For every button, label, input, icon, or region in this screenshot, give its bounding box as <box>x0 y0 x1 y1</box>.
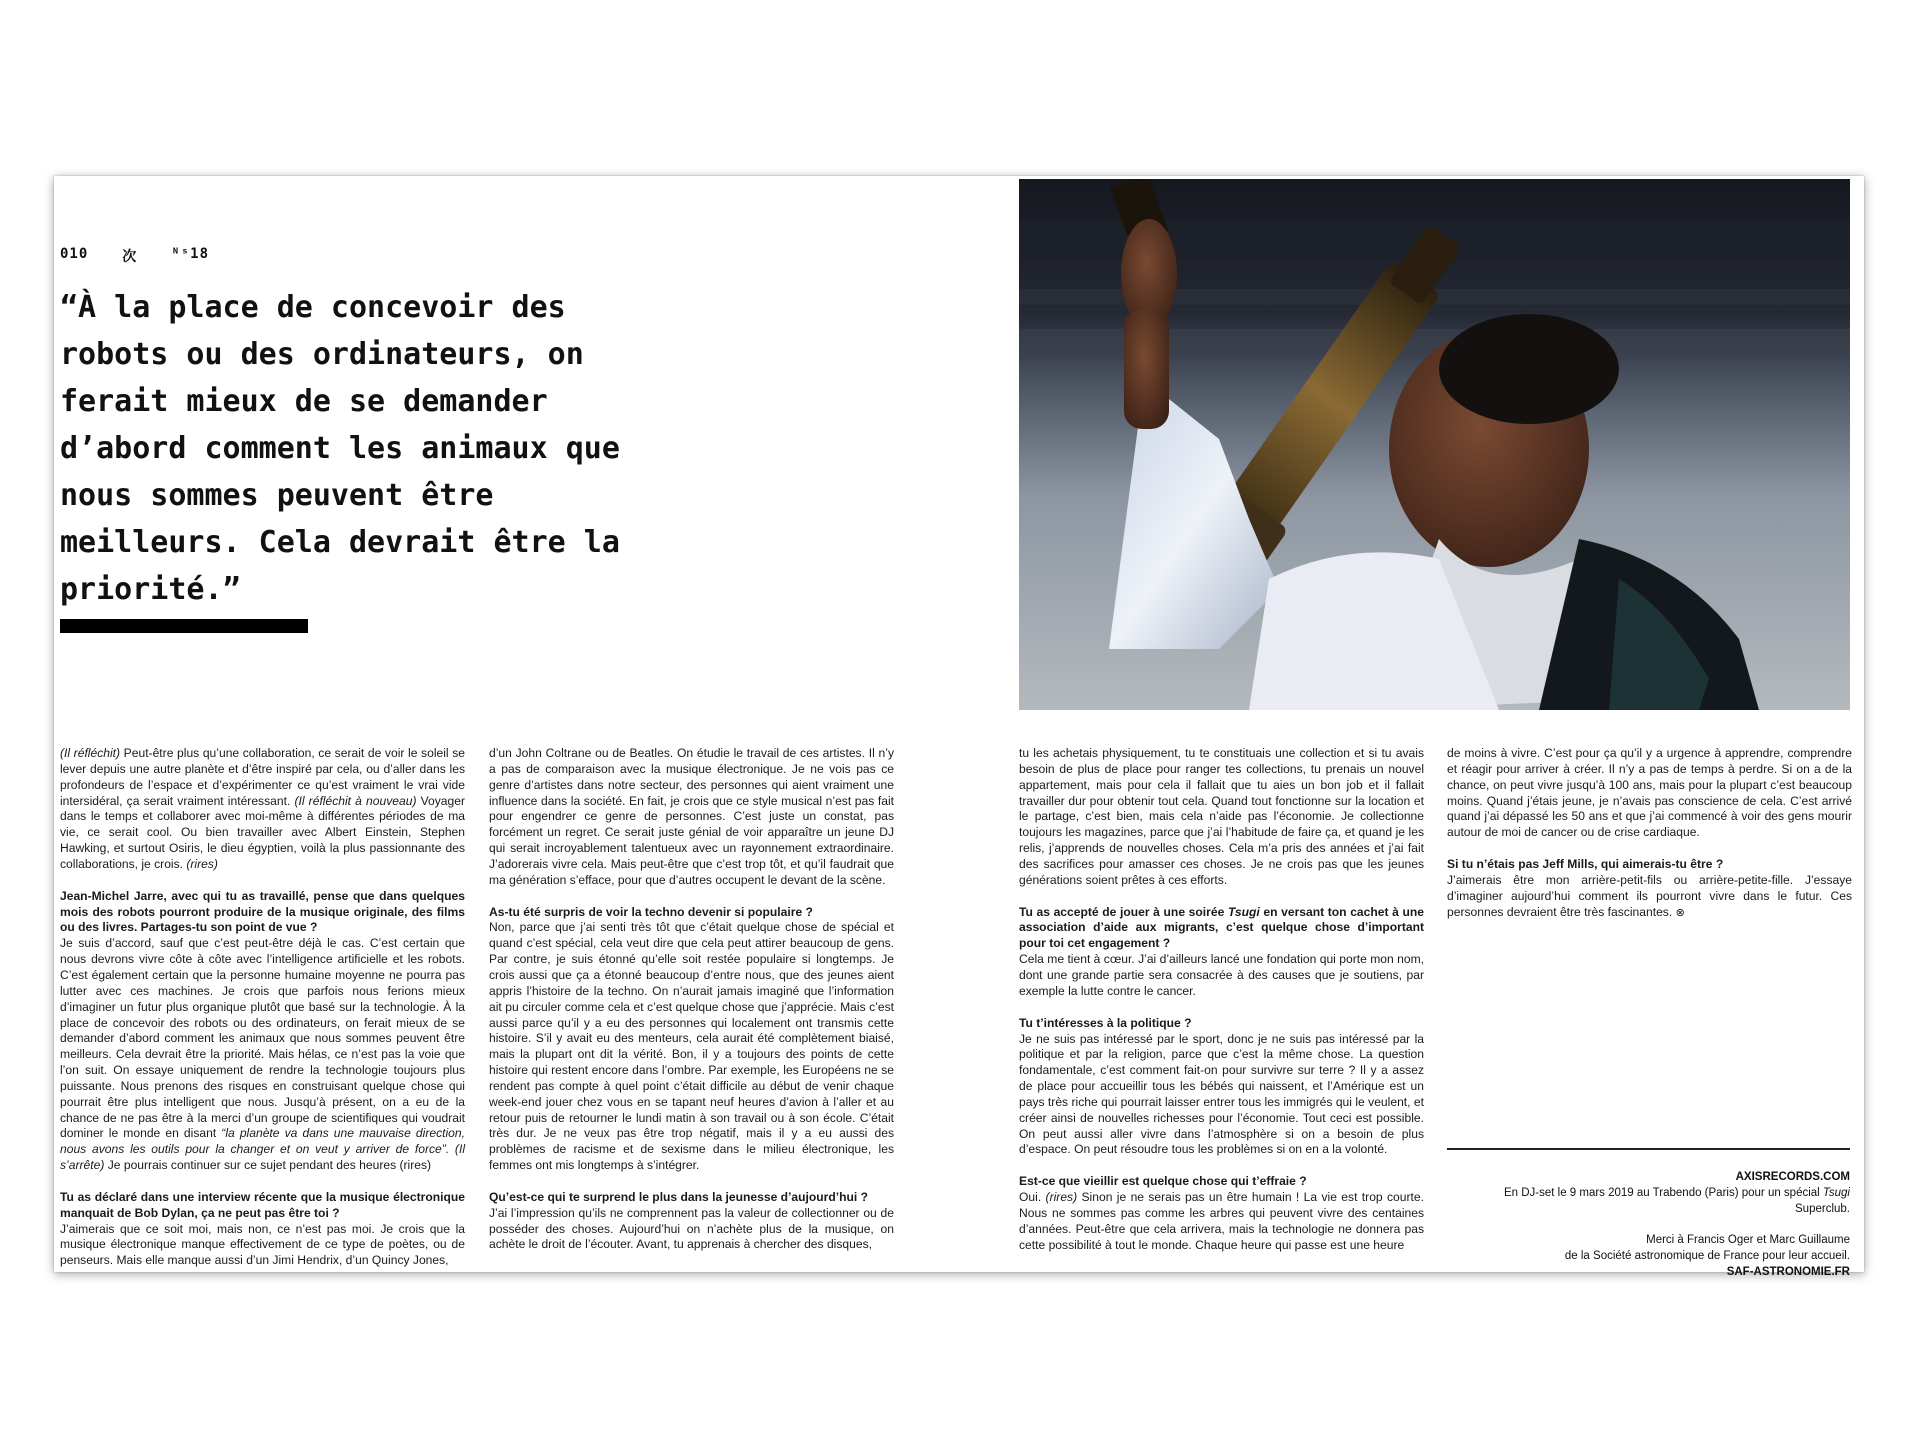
question-text: Tu as accepté de jouer à une soirée <box>1019 904 1228 919</box>
interview-question: Est-ce que vieillir est quelque chose qui t’effraie ? <box>1019 1174 1307 1189</box>
body-text: Oui. <box>1019 1190 1046 1205</box>
article-column-2 <box>489 746 894 1269</box>
interview-question <box>1019 905 1424 953</box>
gig-text: Superclub. <box>1795 1202 1850 1215</box>
interview-question: Qu’est-ce qui te surprend le plus dans la jeunesse d’aujourd’hui ? <box>489 1189 869 1204</box>
portrait-photo <box>1019 179 1850 710</box>
credits-divider <box>1447 1148 1850 1150</box>
aside-text: (Il réfléchit à nouveau) <box>294 793 417 808</box>
magazine-name: Tsugi <box>1227 904 1260 919</box>
article-column-3 <box>1019 746 1424 1269</box>
issue-number: ᴺˢ18 <box>171 246 210 262</box>
paragraph <box>60 746 465 873</box>
article-column-1 <box>60 746 465 1285</box>
body-text: Je suis d’accord, sauf que c’est peut-être déjà le cas. C’est certain que nous devrons vivre côte à côte avec l’intelligence artificielle et les robots. C’est également certain que la personne humaine moyenne ne pourra pas lutter avec ces machines. Je crois que parfois nous ferions mieux d’imaginer un futur plus organique plutôt que basé sur la technologie. À la place de concevoir des robots ou des ordinateurs, on ferait mieux de se demander d’abord comment les animaux que nous sommes peuvent être meilleurs. Cela devrait être la priorité. Mais hélas, ce n’est pas la voie que l’on suit. On essaye uniquement de rendre la technologie toujours plus puissante. Nous prenons des risques en construisant quelque chose qui pourrait être plus intelligent que nous. Jusqu’à présent, on a eu de la chance de ne pas être à la merci d’un groupe de scientifiques qui voudrait dominer le monde en disant <box>60 936 465 1141</box>
body-text: Peut-être plus qu’une collaboration, ce serait de voir le soleil se lever depuis une autre planète et d’être inspiré par cela, ou d’aller dans les profondeurs de l’espace et d’expérimenter ce qu’est vraiment le vrai vide intersidéral, ça serait vraiment intéressant. <box>60 746 465 808</box>
interview-answer: J’ai l’impression qu’ils ne comprennent pas la valeur de collectionner ou de posséder des choses. Aujourd’hui on n’achète plus de la musique, on achète le droit de l’écouter. Avant, tu apprenais à chercher des disques, <box>489 1205 894 1252</box>
aside-text: (rires) <box>1045 1190 1078 1205</box>
interview-question: Tu t’intéresses à la politique ? <box>1019 1015 1192 1030</box>
pull-quote: “À la place de concevoir des robots ou des ordinateurs, on ferait mieux de se demander d’abord comment les animaux que nous sommes peuvent être meilleurs. Cela devrait être la priorité.” <box>60 290 620 607</box>
interview-answer <box>1019 1190 1424 1253</box>
body-text: Sinon je ne serais pas un être humain ! La vie est trop courte. Nous ne sommes pas comme les arbres qui peuvent vivre des centaines d’années. Peut-être que cela arrivera, mais la technologie ne donnera pas cette possibilité à tout le monde. Chaque heure qui passe est une heure <box>1019 1190 1424 1252</box>
question-text: en versant ton cachet à une association d’aide aux migrants, c’est quelque chose d’important pour toi cet engagement ? <box>1019 904 1424 951</box>
astronomer-with-telescope-illustration <box>1019 179 1850 710</box>
website-link[interactable]: AXISRECORDS.COM <box>1735 1171 1850 1183</box>
interview-answer: J’aimerais que ce soit moi, mais non, ce n’est pas moi. Je crois que la musique électronique manque effectivement de ce type de poètes, ou de penseurs. Mais elle manque aussi d’un Jimi Hendrix, d’un Quincy Jones, <box>60 1221 465 1268</box>
interview-question: Tu as déclaré dans une interview récente que la musique électronique manquait de Bob Dylan, ça ne peut pas être toi ? <box>60 1189 465 1220</box>
interview-answer: Je ne suis pas intéressé par le sport, donc je ne suis pas intéressé par la politique et par la religion, parce que c’est la même chose. La question fondamentale, c’est comment fait-on pour survivre sur terre ? Il y a assez de place pour accueillir tous les bébés qui naissent, et l’Amérique est un pays très riche qui pourrait laisser entrer tous les immigrés qui le veulent, et créer ainsi de nouvelles richesses pour l’économie. Tout ceci est possible. On peut aussi aller vivre dans l’atmosphère si on a besoin de plus d’espace. On peut résoudre tous les problèmes si on en a la volonté. <box>1019 1031 1424 1157</box>
paragraph: tu les achetais physiquement, tu te constituais une collection et si tu avais besoin de plus de place pour ranger tes collections, tu prenais un nouvel appartement, mais pour cela il fallait que tu aies un bon job et il fallait travailler dur pour obtenir tout cela. Quand tout fonctionne sur la location et le partage, c’est bien, mais cela n’aide pas l’économie. Je collectionne toujours les magazines, parce que j’ai l’habitude de faire ça, et quand je les relis, j’apprends de nouvelles choses. Cela m’a pris des années et j’ai fait des sacrifices pour amasser ces choses. Je ne crois pas que les jeunes générations soient prêtes à ces efforts. <box>1019 746 1424 887</box>
interview-question: Jean-Michel Jarre, avec qui tu as travaillé, pense que dans quelques mois des robots pourront produire de la musique originale, des films ou des livres. Partages-tu son point de vue ? <box>60 888 465 935</box>
quote-underline-bar <box>60 619 308 633</box>
interview-answer: Cela me tient à cœur. J’ai d’ailleurs lancé une fondation qui porte mon nom, dont une grande partie sera consacrée à des causes que je soutiens, par exemple la lutte contre le cancer. <box>1019 952 1424 998</box>
paragraph: de moins à vivre. C’est pour ça qu’il y a urgence à apprendre, comprendre et réagir pour arriver à créer. Il n’y a pas de temps à perdre. Si on a de la chance, on peut vivre jusqu’à 100 ans, mais pour la plupart c’est beaucoup moins. Quand j’étais jeune, je n’avais pas conscience de cela. C’est arrivé quand j’ai dépassé les 50 ans et que j’ai commencé à voir des gens mourir autour de moi de cancer ou de crise cardiaque. <box>1447 746 1852 840</box>
article-column-4 <box>1447 746 1852 937</box>
page-header <box>60 246 209 266</box>
body-text: Je pourrais continuer sur ce sujet pendant des heures (rires) <box>104 1158 432 1173</box>
interview-answer: Non, parce que j’ai senti très tôt que c’était quelque chose de spécial et quand c’est spécial, cela veut dire que cela peut attirer beaucoup de gens. Par contre, je suis étonné qu’elle soit restée populaire si longtemps. Je crois aussi que ça a étonné beaucoup d’entre nous, que des jeunes aient appris l’histoire de la techno. On n’aurait jamais imaginé que l’information ait pu circuler comme cela et c’est quelque chose que j’apprécie. Mais c’est aussi parce qu’il y a eu des personnes qui localement ont transmis cette histoire. S’il y avait eu des menteurs, cela aurait été complètement biaisé, mais la plupart ont dit la vérité. Bon, il y a toujours des points de cette histoire qui restent encore dans l’ombre. Par exemple, les Européens ne se rendent pas compte à quel point c’était difficile au début de venir chaque week-end jouer chez vous en se tapant neuf heures d’avion à l’aller et au retour puis de retourner le lundi matin à son travail ou à son école. C’était très dur. Je ne veux pas être trop négatif, mais il y a eu aussi des problèmes de racisme et de sexisme dans le milieu électronique, les femmes ont mis longtemps à s’intégrer. <box>489 920 894 1173</box>
aside-text: (rires) <box>186 856 218 871</box>
credits-block <box>1447 1170 1850 1281</box>
aside-text: “la planète va dans une mauvaise direction, nous avons les outils pour la changer et on veut y arriver de force”. (Il s’arrête) <box>60 1126 465 1173</box>
magazine-name: Tsugi <box>1822 1186 1850 1199</box>
interview-question: Si tu n’étais pas Jeff Mills, qui aimerais-tu être ? <box>1447 857 1724 872</box>
gig-text: En DJ-set le 9 mars 2019 au Trabendo (Paris) pour un spécial <box>1503 1186 1823 1199</box>
thanks-line: de la Société astronomique de France pour leur accueil. <box>1564 1250 1850 1263</box>
thanks-line: Merci à Francis Oger et Marc Guillaume <box>1646 1234 1850 1247</box>
gig-info <box>1447 1186 1850 1218</box>
kanji-mark: 次 <box>122 249 138 265</box>
body-text: J’aimerais être mon arrière-petit-fils ou arrière-petite-fille. J’essaye d’imaginer aujourd’hui comment ils pourront vivre dans le futur. Ces personnes devraient être très fascinantes. <box>1447 872 1852 919</box>
website-link[interactable]: SAF-ASTRONOMIE.FR <box>1726 1265 1850 1278</box>
interview-answer <box>1447 873 1852 922</box>
paragraph: d’un John Coltrane ou de Beatles. On étudie le travail de ces artistes. Il n’y a pas de comparaison avec la musique électronique. Je ne vois pas ce genre d’artistes dans notre secteur, des personnes qui aient vraiment une influence dans la société. En fait, je crois que ce style musical n’est pas fait pour engendrer ce genre de personnes. C’est juste un constat, pas forcément un regret. Ce serait juste génial de voir apparaître un jeune DJ qui serait incroyablement talentueux avec un rayonnement extraordinaire. J’adorerais vivre cela. Mais peut-être que c’est trop tôt, et qu’il faudrait que ma génération s’efface, pour que d’autres occupent le devant de la scène. <box>489 746 894 887</box>
interview-answer <box>60 936 465 1174</box>
end-of-article-icon: ⊗ <box>1675 906 1685 919</box>
page-number: 010 <box>60 246 89 262</box>
aside-text: (Il réfléchit) <box>60 746 121 760</box>
interview-question: As-tu été surpris de voir la techno devenir si populaire ? <box>489 904 813 919</box>
body-text: Voyager dans le temps et collaborer avec moi-même à différentes périodes de ma vie, ce serait cool. Ou bien travailler avec Albert Einstein, Stephen Hawking, et surtout Osiris, le dieu égyptien, voilà la plus passionnante des collaborations, je crois. <box>60 793 465 871</box>
